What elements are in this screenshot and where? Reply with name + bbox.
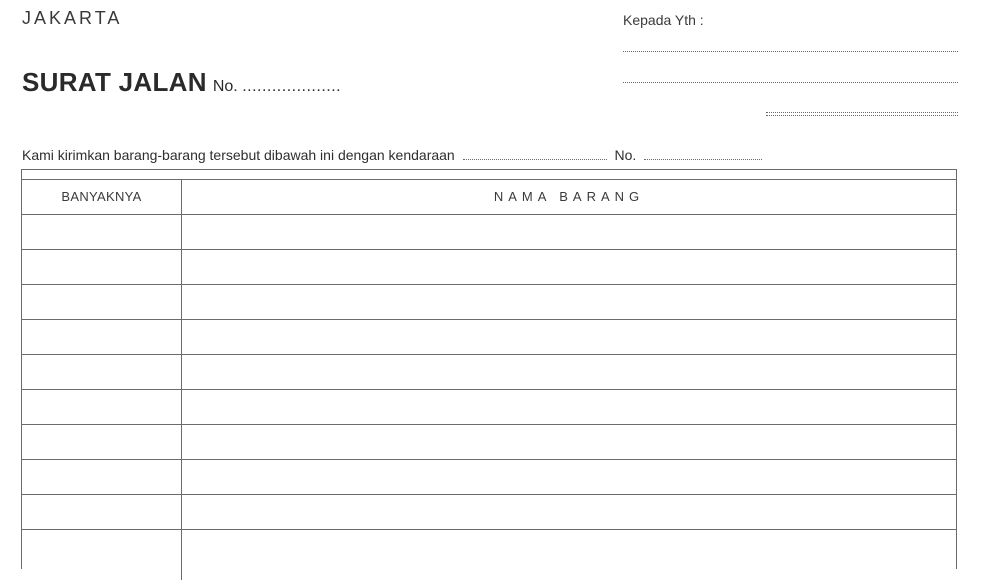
column-header-quantity: BANYAKNYA xyxy=(61,189,142,204)
items-table-body xyxy=(22,179,956,580)
vehicle-field[interactable] xyxy=(463,158,607,160)
table-row[interactable] xyxy=(22,319,956,355)
vehicle-sentence xyxy=(22,147,766,163)
items-table xyxy=(21,169,957,569)
table-row[interactable] xyxy=(22,389,956,425)
table-row[interactable] xyxy=(22,214,956,250)
recipient-line-2[interactable] xyxy=(623,82,958,83)
vehicle-number-label: No. xyxy=(614,147,637,163)
table-row[interactable] xyxy=(22,459,956,495)
document-number-field[interactable]: .................... xyxy=(242,78,342,95)
table-row[interactable] xyxy=(22,284,956,320)
column-header-item-name: NAMA BARANG xyxy=(493,189,645,204)
vehicle-sentence-text: Kami kirimkan barang-barang tersebut dibawah ini dengan kendaraan xyxy=(22,147,455,163)
table-row[interactable] xyxy=(22,494,956,530)
document-number-label: No. xyxy=(212,78,238,95)
recipient-line-3[interactable] xyxy=(766,112,958,116)
document-title xyxy=(22,67,341,98)
table-row[interactable] xyxy=(22,354,956,390)
recipient-line-1[interactable] xyxy=(623,51,958,52)
document-title-text: SURAT JALAN xyxy=(22,67,207,97)
table-row[interactable] xyxy=(22,249,956,285)
table-row[interactable] xyxy=(22,424,956,460)
recipient-label: Kepada Yth : xyxy=(623,12,704,28)
vehicle-number-field[interactable] xyxy=(644,158,762,160)
city-name: JAKARTA xyxy=(22,8,123,28)
